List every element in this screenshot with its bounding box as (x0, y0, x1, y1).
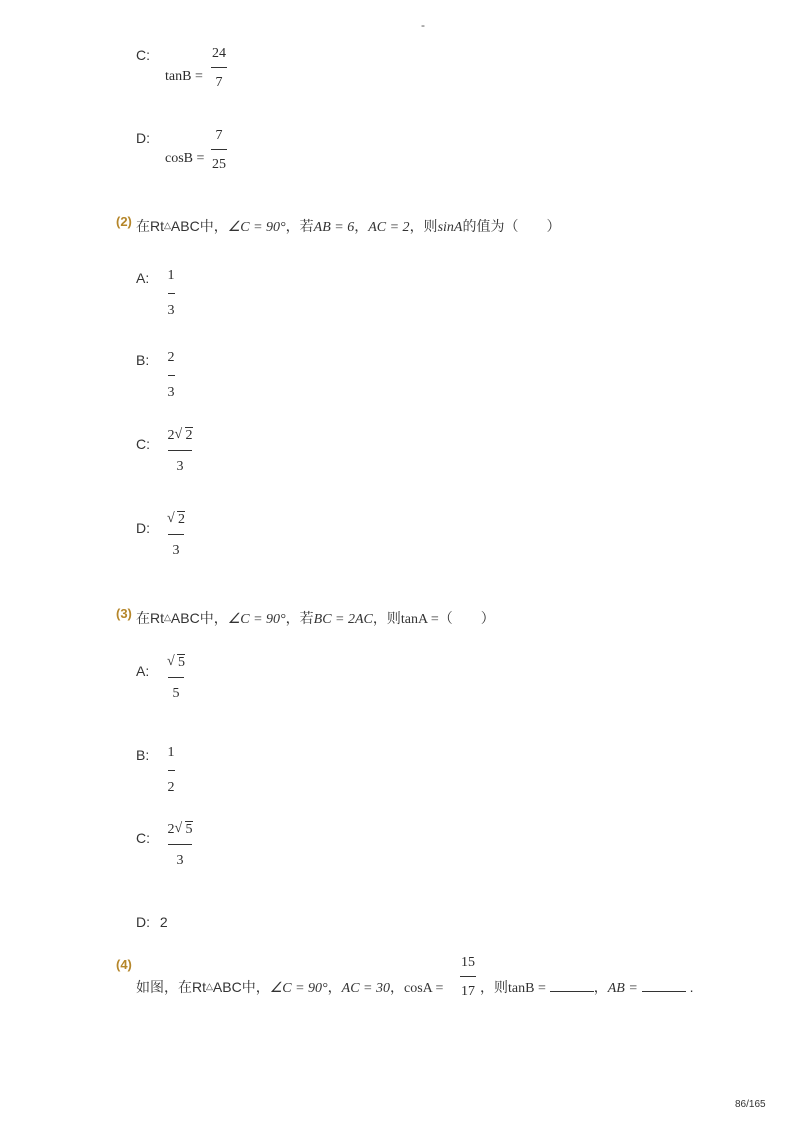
radicand: 2 (185, 428, 193, 443)
target-expression: tanA = (400, 612, 439, 627)
question-3-stem (136, 608, 495, 628)
fraction-numerator: 1 (167, 745, 175, 760)
radical-icon: √ (167, 654, 175, 669)
coefficient: 2 (167, 822, 175, 837)
fraction-denominator: 17 (461, 984, 475, 999)
stem-text: 如图，在Rt (136, 979, 206, 995)
option-d-label: D: (136, 520, 150, 536)
option-c-label: C: (136, 436, 150, 452)
stem-text: . (689, 979, 694, 995)
page-number: 86/165 (735, 1099, 766, 1110)
option-c-fraction (165, 822, 195, 869)
stem-text: ， (593, 979, 608, 995)
option-a-fraction (166, 655, 186, 702)
fraction-numerator (166, 512, 186, 528)
answer-blank-ab[interactable] (642, 979, 686, 992)
stem-text: ， (327, 979, 342, 995)
fraction-denominator: 3 (176, 459, 184, 474)
fraction-numerator (166, 655, 186, 671)
ask-tanb: tanB = (508, 981, 546, 996)
condition-angle: ∠C = 90° (227, 220, 286, 235)
sqrt (175, 428, 193, 444)
fraction-denominator: 3 (167, 303, 175, 318)
option-a-label: A: (136, 663, 150, 679)
stem-text: ， (354, 218, 369, 234)
fraction-numerator (165, 428, 195, 444)
option-c-fraction (165, 428, 195, 475)
fraction-denominator: 3 (167, 385, 175, 400)
option-c-lhs: tanB = (165, 69, 203, 84)
fraction-numerator: 24 (212, 46, 226, 61)
fraction-numerator: 2 (167, 350, 175, 365)
option-c-fraction (208, 46, 230, 91)
question-number: (3) (116, 606, 132, 621)
coefficient: 2 (167, 428, 175, 443)
target-expression: sinA (437, 220, 463, 235)
cosa-fraction (457, 955, 479, 1000)
option-c-label: C: (136, 47, 150, 63)
option-b-label: B: (136, 747, 150, 763)
fraction-numerator: 15 (461, 955, 475, 970)
option-d-fraction (208, 128, 230, 173)
stem-text: 的值为（ ） (462, 218, 561, 234)
option-label-text: D: (136, 914, 150, 930)
option-d-lhs: cosB = (165, 151, 205, 166)
fraction-bar (460, 976, 476, 977)
question-4-stem-left (136, 977, 443, 997)
question-2-stem (136, 216, 560, 236)
stem-text: （ ） (438, 610, 495, 626)
stem-text: ，若 (285, 218, 314, 234)
condition-bc: BC = 2AC (313, 612, 373, 627)
fraction-bar (168, 677, 184, 678)
option-d-fraction (166, 512, 186, 559)
fraction-bar (211, 67, 227, 68)
fraction-denominator: 7 (215, 75, 223, 90)
condition-ac: AC = 2 (368, 220, 410, 235)
fraction-denominator: 2 (167, 780, 175, 795)
condition-angle: ∠C = 90° (227, 612, 286, 627)
radical-icon: √ (167, 511, 175, 526)
fraction-bar (168, 450, 192, 451)
header-mark: - (421, 18, 425, 32)
fraction-numerator: 1 (167, 268, 175, 283)
option-b-fraction (164, 745, 178, 796)
sqrt (167, 512, 185, 528)
option-d-label: D: (136, 130, 150, 146)
condition-cosa: cosA = (404, 981, 444, 996)
stem-text: 在Rt (136, 218, 164, 234)
fraction-bar (168, 770, 175, 771)
fraction-bar (168, 844, 192, 845)
fraction-bar (168, 375, 175, 376)
stem-text: ABC中， (212, 979, 270, 995)
radicand: 5 (185, 822, 193, 837)
stem-text: 在Rt (136, 610, 164, 626)
answer-blank-tanb[interactable] (550, 979, 594, 992)
fraction-bar (211, 149, 227, 150)
fraction-denominator: 5 (172, 686, 180, 701)
sqrt (167, 655, 185, 671)
option-c-label: C: (136, 830, 150, 846)
fraction-denominator: 25 (212, 157, 226, 172)
stem-text: ，则 (372, 610, 401, 626)
question-number: (2) (116, 214, 132, 229)
radicand: 2 (178, 512, 185, 527)
stem-text: ABC中， (170, 610, 228, 626)
stem-text: ，若 (285, 610, 314, 626)
radicand: 5 (178, 655, 185, 670)
triangle-icon: △ (206, 981, 213, 991)
triangle-icon: △ (164, 612, 171, 622)
question-number: (4) (116, 957, 132, 972)
fraction-denominator: 3 (172, 543, 180, 558)
radical-icon: √ (174, 427, 183, 442)
triangle-icon: △ (164, 220, 171, 230)
fraction-denominator: 3 (176, 853, 184, 868)
condition-angle: ∠C = 90° (269, 981, 328, 996)
condition-ac: AC = 30 (341, 981, 390, 996)
radical-icon: √ (174, 821, 183, 836)
option-a-fraction (164, 268, 178, 319)
option-a-label: A: (136, 270, 150, 286)
stem-text: ， (390, 979, 404, 995)
option-value: 2 (159, 914, 168, 930)
option-d-label (136, 914, 168, 930)
sqrt (175, 822, 193, 838)
question-4-stem-right (480, 977, 693, 997)
ask-ab: AB = (607, 981, 638, 996)
option-b-label: B: (136, 352, 150, 368)
fraction-numerator (165, 822, 195, 838)
stem-text: ，则 (409, 218, 438, 234)
option-b-fraction (164, 350, 178, 401)
fraction-bar (168, 293, 175, 294)
fraction-numerator: 7 (215, 128, 223, 143)
condition-ab: AB = 6 (313, 220, 355, 235)
stem-text: ABC中， (170, 218, 228, 234)
stem-text: ，则 (480, 979, 508, 995)
fraction-bar (168, 534, 184, 535)
